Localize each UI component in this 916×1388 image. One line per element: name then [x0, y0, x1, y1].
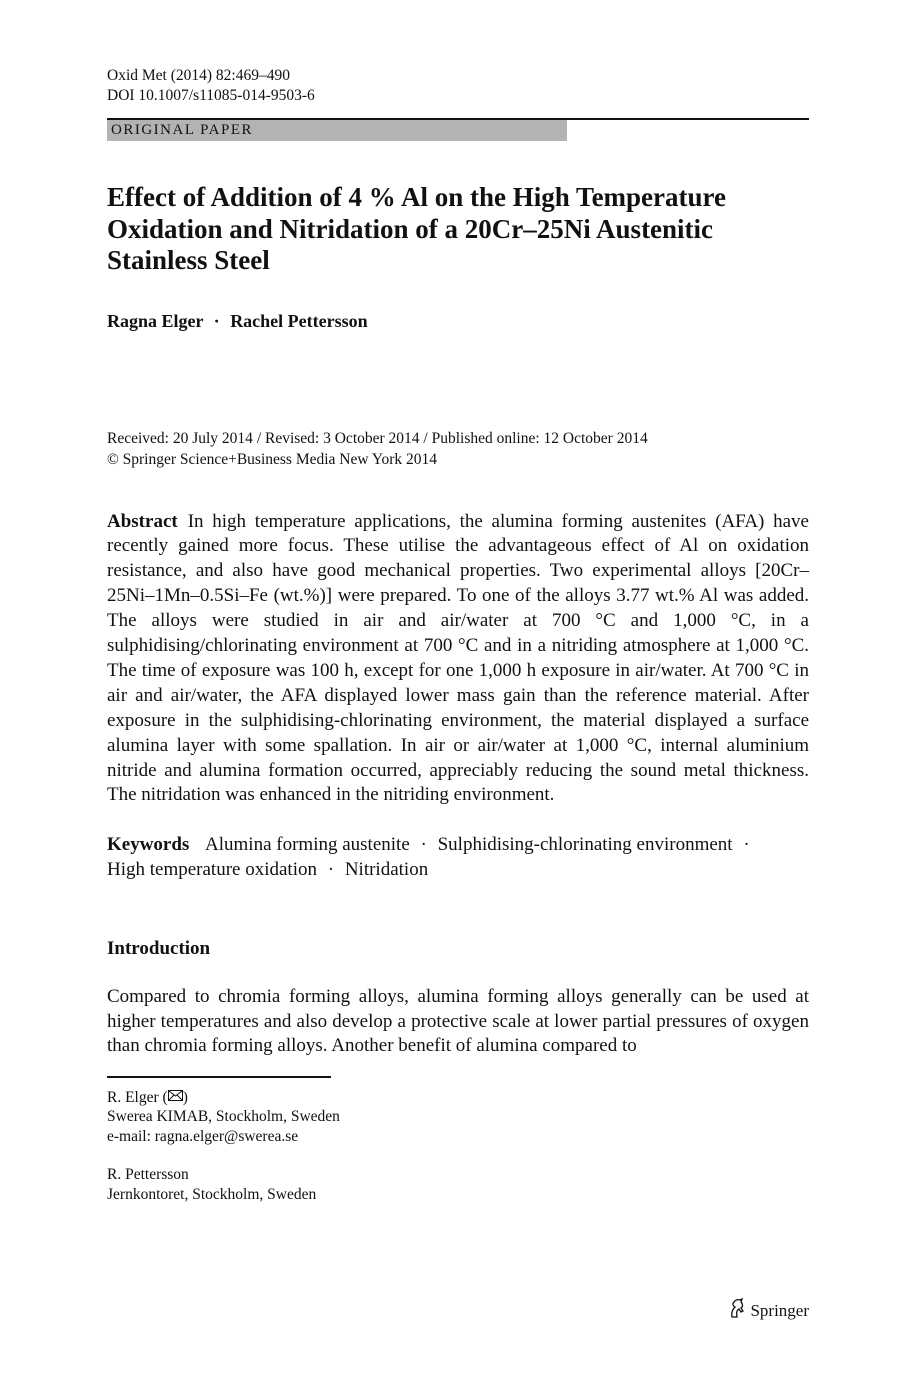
date-separator: /: [252, 429, 265, 447]
keyword: High temperature oxidation: [107, 859, 317, 881]
date-separator: /: [419, 429, 432, 447]
journal-meta: [107, 66, 809, 106]
footnote-author: [107, 1165, 809, 1204]
keyword-separator: ·: [327, 859, 335, 881]
keywords-label: Keywords: [107, 834, 190, 856]
introduction-text: Compared to chromia forming alloys, alumina forming alloys generally can be used at higher temperatures and also develop a protective scale at lower partial pressures of oxygen than chromia forming alloys. Another benefit of alumina compared to: [107, 986, 809, 1057]
footnote-name: R. Pettersson: [107, 1166, 189, 1184]
received-date: Received: 20 July 2014: [107, 429, 253, 447]
envelope-icon: [168, 1090, 183, 1101]
article-title: Effect of Addition of 4 % Al on the High Temperature Oxidation and Nitridation of a 20Cr–25Ni Austenitic Stainless Steel: [107, 182, 727, 275]
journal-citation: Oxid Met (2014) 82:469–490: [107, 67, 290, 84]
published-date: Published online: 12 October 2014: [431, 429, 648, 447]
author-separator: ·: [213, 310, 220, 331]
section-heading: Introduction: [107, 938, 211, 960]
publication-dates: [107, 428, 809, 470]
author-name: Rachel Pettersson: [230, 310, 368, 331]
abstract-label: Abstract: [107, 510, 178, 532]
publisher-logo: [728, 1298, 809, 1323]
springer-horse-icon: [728, 1298, 746, 1323]
keywords: [107, 833, 809, 883]
article-type-banner: ORIGINAL PAPER: [107, 120, 567, 141]
footnote-affiliation: Swerea KIMAB, Stockholm, Sweden: [107, 1108, 340, 1126]
keyword-separator: ·: [743, 834, 750, 856]
footnote-rule: [107, 1076, 331, 1078]
doi: DOI 10.1007/s11085-014-9503-6: [107, 87, 315, 104]
abstract: [107, 510, 809, 809]
abstract-text: In high temperature applications, the alumina forming austenites (AFA) have recently gained more focus. These utilise the advantageous effect of Al on oxidation resistance, and also have good mechanical properties. Two experimental alloys [20Cr–25Ni–1Mn–0.5Si–Fe (wt.%)] were prepared. To one of the alloys 3.77 wt.% Al was added. The alloys were studied in air and air/water at 700 °C and 1,000 °C, in a sulphidising/chlorinating environment at 700 °C and in a nitriding atmosphere at 1,000 °C. The time of exposure was 100 h, except for one 1,000 h exposure in air/water. At 700 °C in air and air/water, the AFA displayed lower mass gain than the reference material. After exposure in the sulphidising-chlorinating environment, the material displayed a surface alumina layer with some spallation. In air or air/water at 1,000 °C, internal aluminium nitride and alumina formation occurred, appreciably reducing the sound metal thickness. The nitridation was enhanced in the nitriding environment.: [107, 510, 809, 806]
footnote-email[interactable]: e-mail: ragna.elger@swerea.se: [107, 1127, 299, 1145]
authors: [107, 311, 809, 332]
footnote-author: R. Elger ( ) Swerea KIMAB, Stockholm, Sweden e-mail: ragna.elger@swerea.se: [107, 1088, 809, 1147]
article-page: [107, 66, 809, 1204]
keyword: Nitridation: [344, 859, 429, 881]
footnote-affiliation: Jernkontoret, Stockholm, Sweden: [107, 1185, 317, 1203]
keyword: Sulphidising-chlorinating environment: [437, 834, 733, 856]
footnote-name: R. Elger: [107, 1088, 159, 1106]
copyright: © Springer Science+Business Media New York 2014: [107, 450, 438, 468]
publisher-name: Springer: [750, 1300, 809, 1320]
keyword: Alumina forming austenite: [205, 834, 410, 856]
revised-date: Revised: 3 October 2014: [265, 429, 420, 447]
author-name: Ragna Elger: [107, 310, 204, 331]
keyword-separator: ·: [420, 834, 427, 856]
header-rule: [107, 118, 809, 142]
